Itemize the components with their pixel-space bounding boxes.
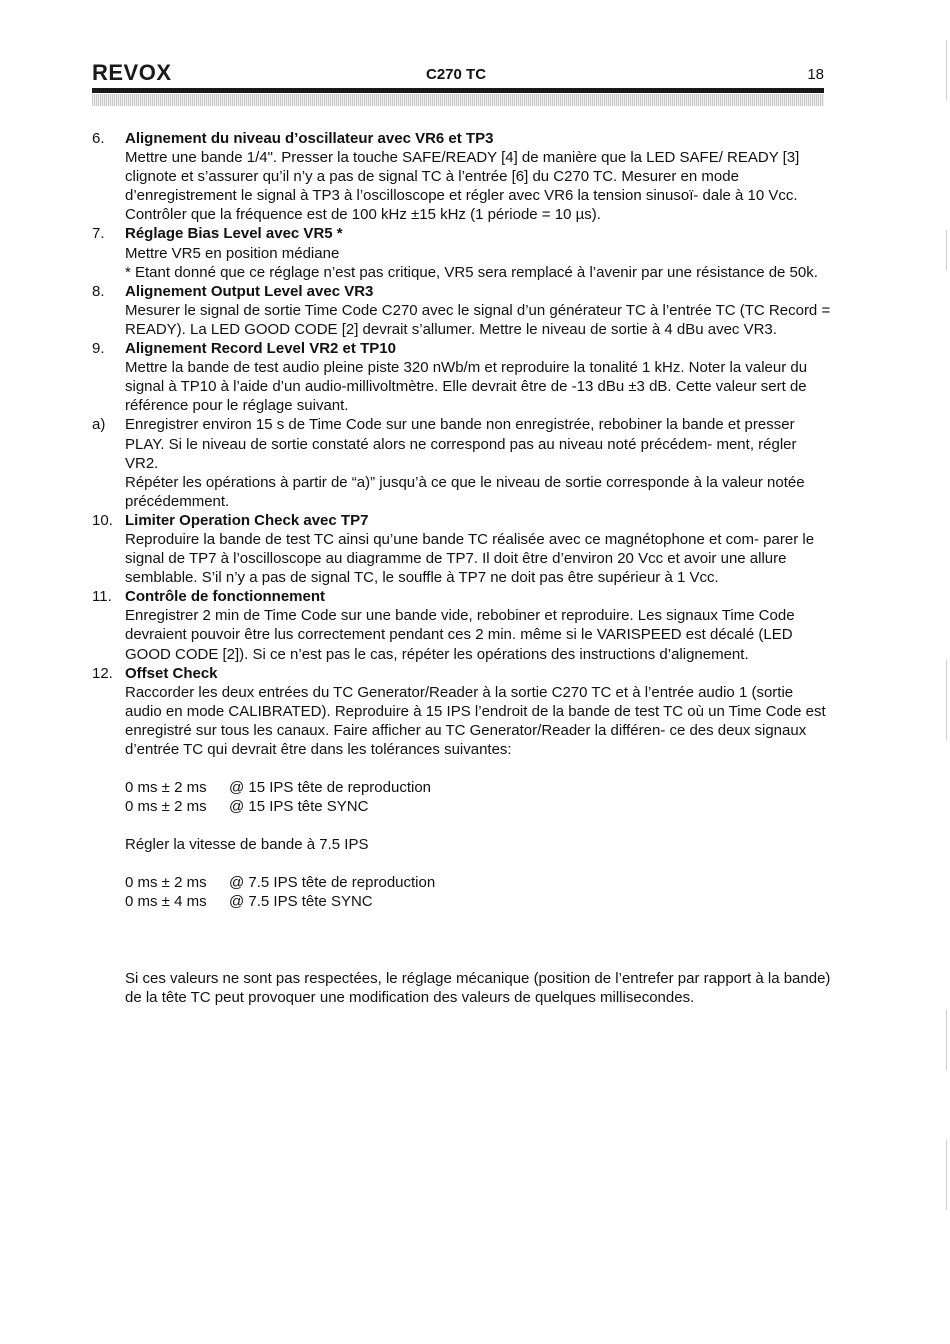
section-9 xyxy=(92,339,832,415)
header-hatch-band xyxy=(92,94,824,106)
section-number: a) xyxy=(92,416,106,434)
section-8 xyxy=(92,282,832,339)
section-title: Alignement Output Level avec VR3 xyxy=(125,282,374,300)
section-paragraph: Mettre une bande 1/4". Presser la touche SAFE/READY [4] de manière que la LED SAFE/ READY [3] clignote et s’assurer qu’il n’y a pas de signal TC à l’entrée [6] du C270 TC. Mesurer en mode d’enregistrement le signal à TP3 à l’oscilloscope et régler avec VR6 la tension sinusoï- dale à 10 Vcc. Contrôler que la fréquence est de 100 kHz ±15 kHz (1 période = 10 µs). xyxy=(125,149,800,224)
tolerance-value: 0 ms ± 2 ms xyxy=(125,798,207,816)
section-number: 8. xyxy=(92,282,105,300)
tolerance-condition: @ 7.5 IPS tête SYNC xyxy=(229,893,373,911)
section-title: Réglage Bias Level avec VR5 * xyxy=(125,225,343,243)
page-number: 18 xyxy=(807,66,824,83)
tolerance-condition: @ 15 IPS tête de reproduction xyxy=(229,779,432,797)
section-9a xyxy=(92,415,832,510)
section-paragraph: Raccorder les deux entrées du TC Generator/Reader à la sortie C270 TC et à l’entrée audio 1 (sortie audio en mode CALIBRATED). Reproduire à 15 IPS l’endroit de la bande de test TC où un Time Code est enregistré sur tous les canaux. Faire afficher au TC Generator/Reader la différen- ce des deux signaux d’entrée TC qui devrait être dans les tolérances suivantes: xyxy=(125,683,826,758)
section-paragraph: Mettre VR5 en position médiane xyxy=(125,244,340,262)
tolerance-condition: @ 7.5 IPS tête de reproduction xyxy=(229,874,436,892)
section-title: Offset Check xyxy=(125,664,218,682)
scan-edge-mark xyxy=(946,40,947,100)
section-12 xyxy=(92,664,832,1007)
speed-instruction: Régler la vitesse de bande à 7.5 IPS xyxy=(125,836,369,854)
section-paragraph: Mesurer le signal de sortie Time Code C270 avec le signal d’un générateur TC à l’entrée TC (TC Record = READY). La LED GOOD CODE [2] devrait s’allumer. Mettre le niveau de sortie à 4 dBu avec VR3. xyxy=(125,301,831,338)
section-6 xyxy=(92,129,832,224)
tolerance-value: 0 ms ± 4 ms xyxy=(125,893,207,911)
section-paragraph: Enregistrer environ 15 s de Time Code sur une bande non enregistrée, rebobiner la bande et presser PLAY. Si le niveau de sortie constaté alors ne correspond pas au niveau noté précédem- ment, régler VR2. xyxy=(125,416,797,472)
section-title: Contrôle de fonctionnement xyxy=(125,588,325,606)
section-number: 6. xyxy=(92,130,105,147)
section-title: Alignement du niveau d’oscillateur avec VR6 et TP3 xyxy=(125,130,494,147)
closing-note: Si ces valeurs ne sont pas respectées, le réglage mécanique (position de l’entrefer par rapport à la bande) de la tête TC peut provoquer une modification des valeurs de quelques millisecondes. xyxy=(125,969,831,1006)
tolerance-condition: @ 15 IPS tête SYNC xyxy=(229,798,369,816)
section-footnote: * Etant donné que ce réglage n’est pas critique, VR5 sera remplacé à l’avenir par une résistance de 50k. xyxy=(125,263,818,281)
header-rule xyxy=(92,88,824,93)
section-number: 12. xyxy=(92,664,113,682)
section-10 xyxy=(92,511,832,587)
tolerance-row xyxy=(125,892,832,911)
page-header xyxy=(92,58,824,88)
tolerance-value: 0 ms ± 2 ms xyxy=(125,779,207,797)
section-number: 10. xyxy=(92,511,113,529)
section-paragraph: Répéter les opérations à partir de “a)” jusqu’à ce que le niveau de sortie corresponde à la valeur notée précédemment. xyxy=(125,473,805,510)
scan-edge-mark xyxy=(946,660,947,740)
section-paragraph: Enregistrer 2 min de Time Code sur une bande vide, rebobiner et reproduire. Les signaux Time Code devraient pouvoir être lus correctement pendant ces 2 min. même si le VARISPEED est décalé (LED GOOD CODE [2]). Si ce n’est pas le cas, répéter les opérations des instructions d’alignement. xyxy=(125,607,795,663)
section-paragraph: Mettre la bande de test audio pleine piste 320 nWb/m et reproduire la tonalité 1 kHz. Noter la valeur du signal à TP10 à l’aide d’un audio-millivoltmètre. Elle devrait être de -13 dBu ±3 dB. Cette valeur sert de référence pour le réglage suivant. xyxy=(125,359,808,415)
tolerance-row xyxy=(125,797,832,816)
tolerance-row xyxy=(125,778,832,797)
document-body xyxy=(92,129,832,1007)
revox-logo: REVOX xyxy=(92,60,172,85)
scan-edge-mark xyxy=(946,1010,947,1070)
section-number: 11. xyxy=(92,588,112,606)
section-title: Alignement Record Level VR2 et TP10 xyxy=(125,340,396,358)
section-number: 7. xyxy=(92,225,105,243)
section-11 xyxy=(92,587,832,663)
section-number: 9. xyxy=(92,340,105,358)
section-paragraph: Reproduire la bande de test TC ainsi qu’une bande TC réalisée avec ce magnétophone et com- parer le signal de TP7 à l’oscilloscope au diagramme de TP7. Il doit être d’environ 20 Vcc et avoir une allure semblable. S’il n’y a pas de signal TC, le souffle à TP7 ne doit pas être supérieur à 1 Vcc. xyxy=(125,530,815,587)
scan-edge-mark xyxy=(946,230,947,270)
section-7 xyxy=(92,224,832,281)
document-title: C270 TC xyxy=(426,66,487,83)
tolerance-row xyxy=(125,873,832,892)
tolerance-value: 0 ms ± 2 ms xyxy=(125,874,207,892)
scan-edge-mark xyxy=(946,1140,947,1210)
section-title: Limiter Operation Check avec TP7 xyxy=(125,511,369,529)
